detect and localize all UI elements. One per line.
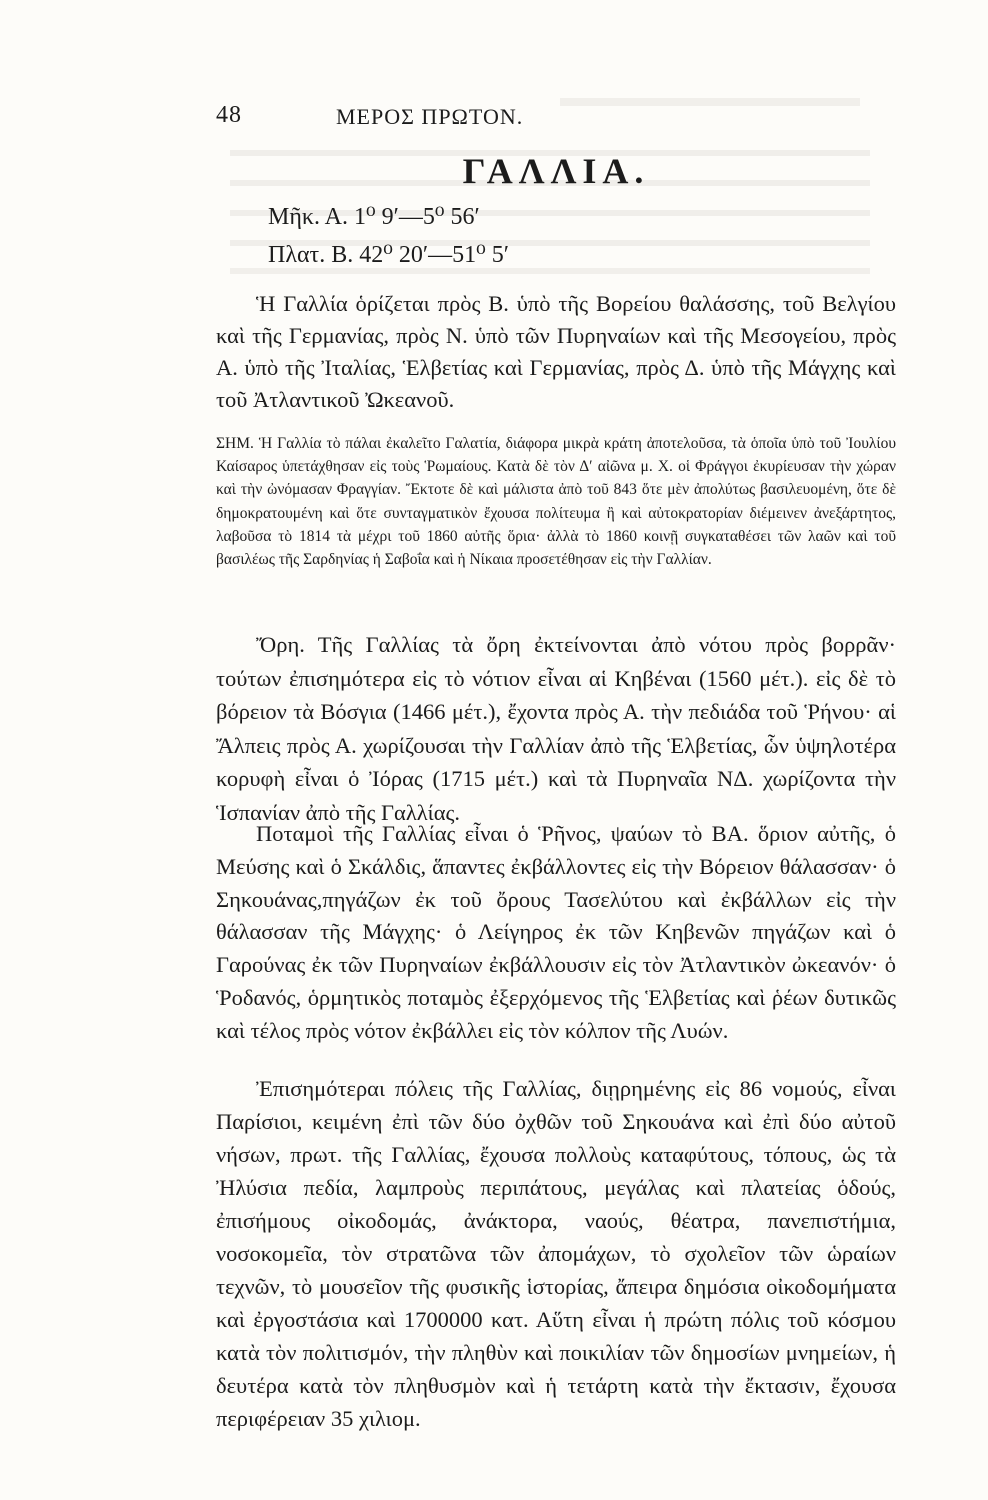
historical-note: [216, 432, 896, 571]
latitude-line: Πλατ. Β. 42⁰ 20′—51⁰ 5′: [268, 242, 509, 268]
page-number: 48: [216, 102, 242, 128]
running-head: ΜΕΡΟΣ ΠΡΩΤΟΝ.: [336, 104, 524, 129]
longitude-line: Μῆκ. Α. 1⁰ 9′—5⁰ 56′: [268, 204, 480, 230]
note-text: ΣΗΜ. Ἡ Γαλλία τὸ πάλαι ἐκαλεῖτο Γαλατία, διάφορα μικρὰ κράτη ἀποτελοῦσα, τὰ ὁποῖα ὑπὸ τοῦ Ἰουλίου Καίσαρος ὑπετάχθησαν εἰς τοὺς Ῥωμαίους. Κατὰ δὲ τὸν Δ′ αἰῶνα μ. Χ. οἱ Φράγγοι ἐκυρίευσαν τὴν χώραν καὶ τὴν ὠνόμασαν Φραγγίαν. Ἔκτοτε δὲ καὶ μάλιστα ἀπὸ τοῦ 843 ὅτε μὲν ἀπολύτως βασιλευομένη, ὅτε δὲ δημοκρατουμένη καὶ ὅτε συνταγματικὸν ἔχουσα πολίτευμα ἢ καὶ αὐτοκρατορίαν διέμεινεν ἀνεξάρτητος, λαβοῦσα τὸ 1814 τὰ μέχρι τοῦ 1860 αὐτῆς ὅρια· ἀλλὰ τὸ 1860 κοινῇ συγκαταθέσει τῶν λαῶν καὶ τοῦ βασιλέως τῆς Σαρδηνίας ἡ Σαβοΐα καὶ ἡ Νίκαια προσετέθησαν εἰς τὴν Γαλλίαν.: [216, 435, 896, 569]
paragraph-rivers: [216, 818, 896, 1048]
paragraph-text: Ἐπισημότεραι πόλεις τῆς Γαλλίας, διῃρημένης εἰς 86 νομούς, εἶναι Παρίσιοι, κειμένη ἐπὶ τῶν δύο ὀχθῶν τοῦ Σηκουάνα καὶ ἐπὶ δύο αὐτοῦ νήσων, πρωτ. τῆς Γαλλίας, ἔχουσα πολλοὺς καταφύτους, τόπους, ὡς τὰ Ἠλύσια πεδία, λαμπροὺς περιπάτους, μεγάλας καὶ πλατείας ὁδούς, ἐπισήμους οἰκοδομάς, ἀνάκτορα, ναούς, θέατρα, πανεπιστήμια, νοσοκομεῖα, τὸν στρατῶνα τῶν ἀπομάχων, τὸ σχολεῖον τῶν ὡραίων τεχνῶν, τὸ μουσεῖον τῆς φυσικῆς ἱστορίας, ἄπειρα δημόσια οἰκοδομήματα καὶ ἐργοστάσια καὶ 1700000 κατ. Αὕτη εἶναι ἡ πρώτη πόλις τοῦ κόσμου κατὰ τὸν πολιτισμόν, τὴν πληθὺν καὶ ποικιλίαν τῶν δημοσίων μνημείων, ἡ δευτέρα κατὰ τὸν πληθυσμὸν καὶ ἡ τετάρτη κατὰ τὴν ἔκτασιν, ἔχουσα περιφέρειαν 35 χιλιομ.: [216, 1076, 896, 1431]
paragraph-mountains: [216, 628, 896, 829]
section-title: ΓΑΛΛΙΑ.: [462, 151, 650, 191]
page-header: [216, 98, 896, 132]
paragraph-text: Ἡ Γαλλία ὁρίζεται πρὸς Β. ὑπὸ τῆς Βορείου θαλάσσης, τοῦ Βελγίου καὶ τῆς Γερμανίας, πρὸς Ν. ὑπὸ τῶν Πυρηναίων καὶ τῆς Μεσογείου, πρὸς Α. ὑπὸ τῆς Ἰταλίας, Ἑλβετίας καὶ Γερμανίας, πρὸς Δ. ὑπὸ τῆς Μάγχης καὶ τοῦ Ἀτλαντικοῦ Ὠκεανοῦ.: [216, 291, 896, 412]
paragraph-text: Ὄρη. Τῆς Γαλλίας τὰ ὄρη ἐκτείνονται ἀπὸ νότου πρὸς βορρᾶν· τούτων ἐπισημότερα εἰς τὸ νότιον εἶναι αἱ Κηβέναι (1560 μέτ.). εἰς δὲ τὸ βόρειον τὰ Βόσγια (1466 μέτ.), ἔχοντα πρὸς Α. τὴν πεδιάδα τοῦ Ῥήνου· αἱ Ἄλπεις πρὸς Α. χωρίζουσαι τὴν Γαλλίαν ἀπὸ τῆς Ἑλβετίας, ὧν ὑψηλοτέρα κορυφὴ εἶναι ὁ Ἰόρας (1715 μέτ.) καὶ τὰ Πυρηναῖα ΝΔ. χωρίζοντα τὴν Ἱσπανίαν ἀπὸ τῆς Γαλλίας.: [216, 632, 896, 825]
paragraph-text: Ποταμοὶ τῆς Γαλλίας εἶναι ὁ Ῥῆνος, ψαύων τὸ ΒΑ. ὅριον αὐτῆς, ὁ Μεύσης καὶ ὁ Σκάλδις, ἅπαντες ἐκβάλλοντες εἰς τὴν Βόρειον θάλασσαν· ὁ Σηκουάνας,πηγάζων ἐκ τοῦ ὄρους Τασελύτου καὶ ἐκβάλλων εἰς τὴν θάλασσαν τῆς Μάγχης· ὁ Λείγηρος ἐκ τῶν Κηβενῶν πηγάζων καὶ ὁ Γαρούνας ἐκ τῶν Πυρηναίων ἐκβάλλουσιν εἰς τὸν Ἀτλαντικὸν ὠκεανόν· ὁ Ῥοδανός, ὁρμητικὸς ποταμὸς ἐξερχόμενος τῆς Ἑλβετίας καὶ ῥέων δυτικῶς καὶ τέλος πρὸς νότον ἐκβάλλει εἰς τὸν κόλπον τῆς Λυών.: [216, 821, 896, 1043]
paragraph-borders: [216, 288, 896, 416]
paragraph-cities: [216, 1072, 896, 1435]
